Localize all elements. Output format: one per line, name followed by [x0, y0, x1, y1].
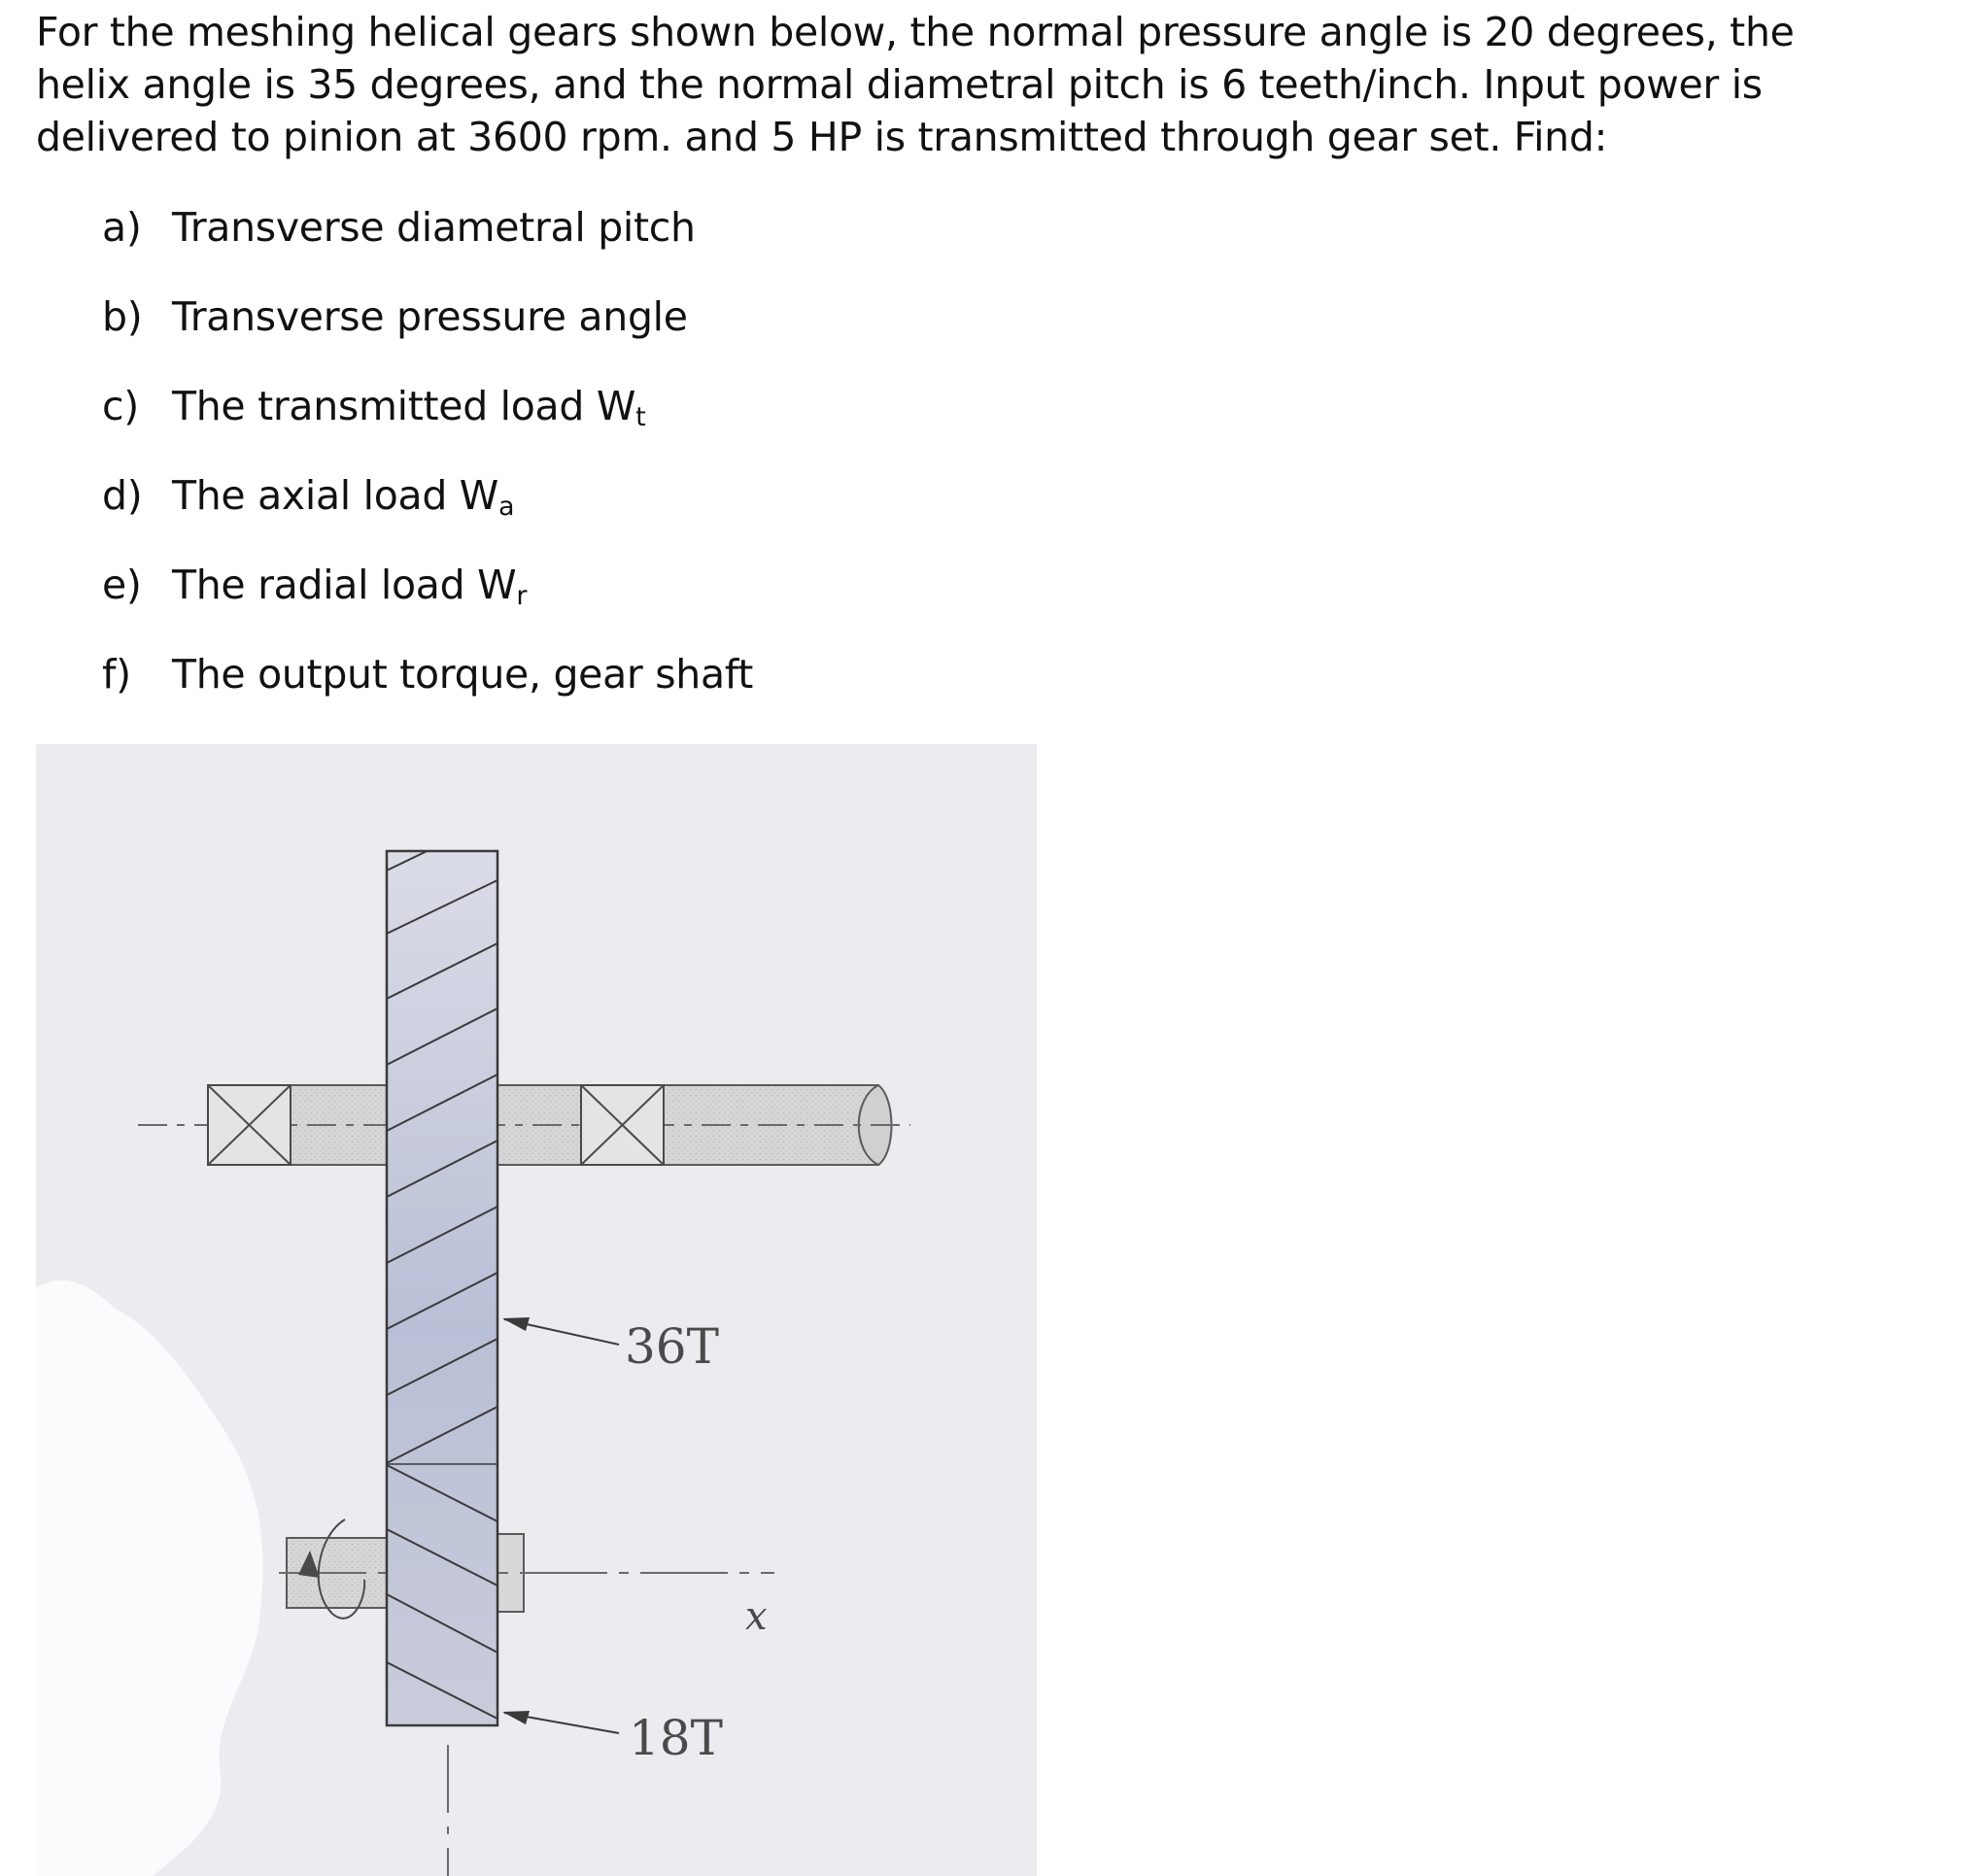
question-text: The axial load W — [172, 472, 499, 519]
problem-statement: For the meshing helical gears shown below, the normal pressure angle is 20 degrees, the helix angle is 35 degrees, and the normal diametral pitch is 6 teeth/inch. Input power is delivered to pinion at 3600 rpm. and 5 HP is transmitted through gear set. Find: — [36, 9, 1795, 160]
question-letter: b) — [102, 293, 143, 340]
question-letter: f) — [102, 651, 131, 698]
subscript-a: a — [498, 492, 515, 522]
question-letter: d) — [102, 472, 143, 519]
subscript-r: r — [516, 581, 528, 611]
question-item-d — [102, 468, 753, 558]
right-bearing — [581, 1085, 664, 1165]
gear-diagram — [36, 744, 1037, 1876]
x-axis-label: x — [745, 1594, 768, 1639]
question-list — [102, 200, 753, 736]
question-text: Transverse pressure angle — [172, 293, 688, 340]
question-item-f — [102, 647, 753, 736]
question-letter: e) — [102, 562, 142, 608]
question-letter: c) — [102, 383, 139, 429]
pinion-teeth-label: 18T — [629, 1710, 723, 1766]
subscript-t: t — [635, 402, 646, 432]
question-item-a — [102, 200, 753, 290]
question-item-b — [102, 290, 753, 379]
question-text: The transmitted load W — [172, 383, 636, 429]
question-item-e — [102, 558, 753, 647]
gear-diagram-svg — [36, 744, 1037, 1876]
question-item-c — [102, 379, 753, 468]
question-text: Transverse diametral pitch — [172, 204, 696, 251]
question-text: The output torque, gear shaft — [172, 651, 753, 698]
gear-teeth-label: 36T — [625, 1318, 719, 1375]
helical-gear — [387, 851, 497, 1725]
question-text: The radial load W — [172, 562, 517, 608]
left-bearing — [208, 1085, 291, 1165]
question-letter: a) — [102, 204, 142, 251]
